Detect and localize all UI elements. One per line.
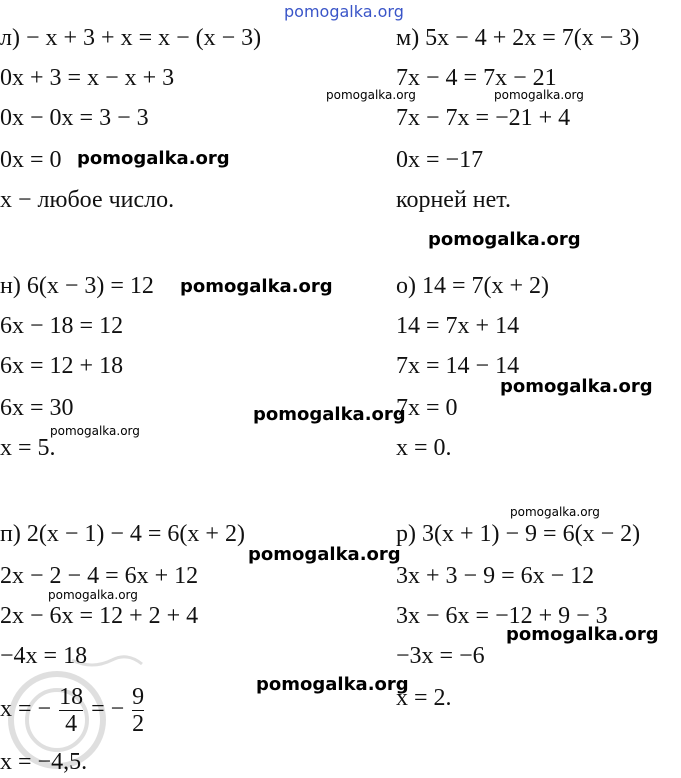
task-l-line-2: 0x + 3 = x − x + 3: [0, 65, 175, 91]
watermark[interactable]: pomogalka.org: [248, 544, 401, 565]
watermark[interactable]: pomogalka.org: [500, 376, 653, 397]
task-m-line-4: 0x = −17: [396, 147, 484, 173]
task-l-line-4: 0x = 0: [0, 147, 62, 173]
fraction-denominator: 2: [132, 711, 145, 737]
watermark[interactable]: pomogalka.org: [326, 88, 416, 102]
task-l-line-5: x − любое число.: [0, 187, 175, 213]
fraction-prefix: x = −: [0, 696, 52, 723]
task-n-line-4: 6x = 30: [0, 395, 74, 421]
task-m-line-3: 7x − 7x = −21 + 4: [396, 105, 571, 131]
task-m-line-2: 7x − 4 = 7x − 21: [396, 65, 557, 91]
fraction-numerator: 18: [59, 684, 84, 710]
watermark[interactable]: pomogalka.org: [180, 276, 333, 297]
fraction-numerator: 9: [132, 684, 145, 710]
watermark[interactable]: pomogalka.org: [494, 88, 584, 102]
watermark[interactable]: pomogalka.org: [506, 624, 659, 645]
task-l-line-3: 0x − 0x = 3 − 3: [0, 105, 149, 131]
task-o-line-4: 7x = 0: [396, 395, 458, 421]
faded-stamp-icon: [2, 640, 152, 778]
task-o-line-2: 14 = 7x + 14: [396, 313, 520, 339]
watermark[interactable]: pomogalka.org: [48, 588, 138, 602]
watermark[interactable]: pomogalka.org: [50, 424, 140, 438]
header-watermark[interactable]: pomogalka.org: [284, 2, 404, 21]
fraction-mid: = −: [91, 696, 125, 723]
watermark[interactable]: pomogalka.org: [253, 404, 406, 425]
task-p-line-2: 2x − 2 − 4 = 6x + 12: [0, 563, 199, 589]
task-n-line-5: x = 5.: [0, 435, 56, 461]
task-n-line-1: н) 6(x − 3) = 12: [0, 273, 154, 299]
fraction-denominator: 4: [65, 711, 78, 737]
watermark[interactable]: pomogalka.org: [510, 505, 600, 519]
watermark[interactable]: pomogalka.org: [256, 674, 409, 695]
task-o-line-1: о) 14 = 7(x + 2): [396, 273, 550, 299]
task-m-line-5: корней нет.: [396, 187, 511, 213]
task-p-line-1: п) 2(x − 1) − 4 = 6(x + 2): [0, 521, 245, 547]
task-r-line-5: x = 2.: [396, 685, 452, 711]
task-r-line-3: 3x − 6x = −12 + 9 − 3: [396, 603, 608, 629]
task-p-line-4: −4x = 18: [0, 643, 88, 669]
watermark[interactable]: pomogalka.org: [428, 229, 581, 250]
task-n-line-3: 6x = 12 + 18: [0, 353, 124, 379]
task-n-line-2: 6x − 18 = 12: [0, 313, 124, 339]
task-m-line-1: м) 5x − 4 + 2x = 7(x − 3): [396, 25, 640, 51]
task-o-line-3: 7x = 14 − 14: [396, 353, 520, 379]
task-p-line-3: 2x − 6x = 12 + 2 + 4: [0, 603, 199, 629]
task-r-line-4: −3x = −6: [396, 643, 485, 669]
task-p-line-last: x = −4,5.: [0, 749, 88, 775]
task-r-line-2: 3x + 3 − 9 = 6x − 12: [396, 563, 595, 589]
task-r-line-1: р) 3(x + 1) − 9 = 6(x − 2): [396, 521, 641, 547]
task-o-line-5: x = 0.: [396, 435, 452, 461]
watermark[interactable]: pomogalka.org: [77, 148, 230, 169]
task-l-line-1: л) − x + 3 + x = x − (x − 3): [0, 25, 262, 51]
